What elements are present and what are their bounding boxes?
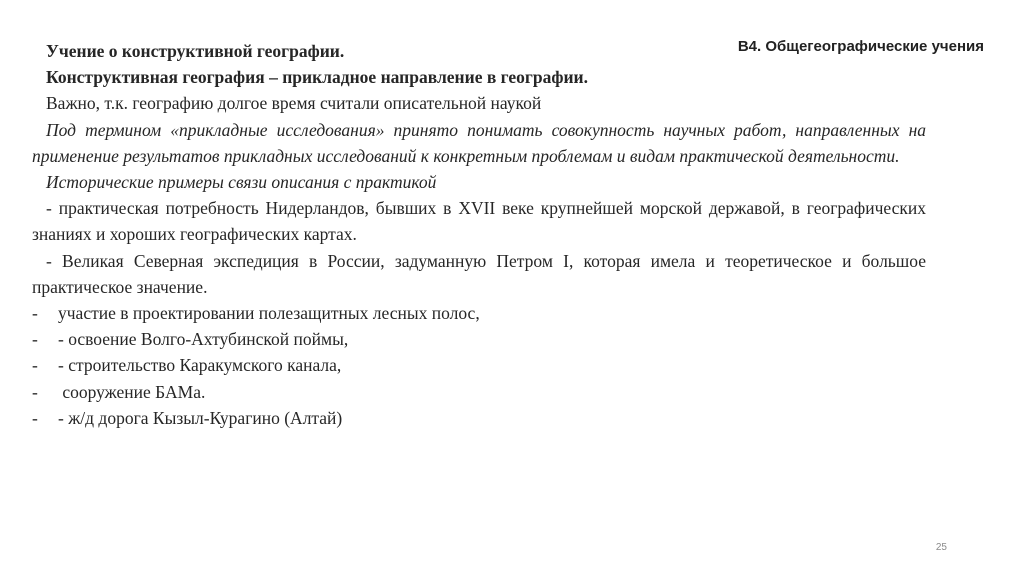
section-title: B4. Общегеографические учения bbox=[737, 38, 984, 55]
page-number: 25 bbox=[935, 542, 947, 553]
list-dash: - bbox=[32, 381, 38, 402]
list-item bbox=[32, 326, 926, 352]
slide-content bbox=[32, 38, 926, 431]
example-expedition: - Великая Северная экспедиция в России, задуманную Петром I, которая имела и теоретическое и большое практическое значение. bbox=[32, 250, 926, 297]
list-dash: - bbox=[32, 355, 38, 376]
list-item bbox=[32, 352, 926, 378]
slide-title: Учение о конструктивной географии. bbox=[46, 41, 345, 61]
example-netherlands: - практическая потребность Нидерландов, бывших в XVII веке крупнейшей морской державой, в географических знаниях и хороших географических картах. bbox=[32, 198, 926, 245]
list-item-text: сооружение БАМа. bbox=[58, 381, 206, 402]
list-item bbox=[32, 405, 926, 431]
list-item-text: - освоение Волго-Ахтубинской поймы, bbox=[58, 329, 349, 350]
list-item-text: - строительство Каракумского канала, bbox=[58, 355, 342, 376]
list-item-text: - ж/д дорога Кызыл-Курагино (Алтай) bbox=[58, 407, 343, 428]
list-dash: - bbox=[32, 303, 38, 324]
definition-text: Конструктивная география – прикладное направление в географии. bbox=[46, 67, 588, 88]
list-item bbox=[32, 300, 926, 326]
list-dash: - bbox=[32, 407, 38, 428]
list-item bbox=[32, 379, 926, 405]
importance-text: Важно, т.к. географию долгое время считали описательной наукой bbox=[46, 93, 542, 114]
applied-research-paragraph: Под термином «прикладные исследования» принято понимать совокупность научных работ, направленных на применение результатов прикладных исследований к конкретным проблемам и видам практической деятельности. bbox=[32, 119, 926, 166]
examples-heading: Исторические примеры связи описания с практикой bbox=[46, 172, 437, 193]
list-item-text: участие в проектировании полезащитных лесных полос, bbox=[58, 303, 480, 324]
list-dash: - bbox=[32, 329, 38, 350]
